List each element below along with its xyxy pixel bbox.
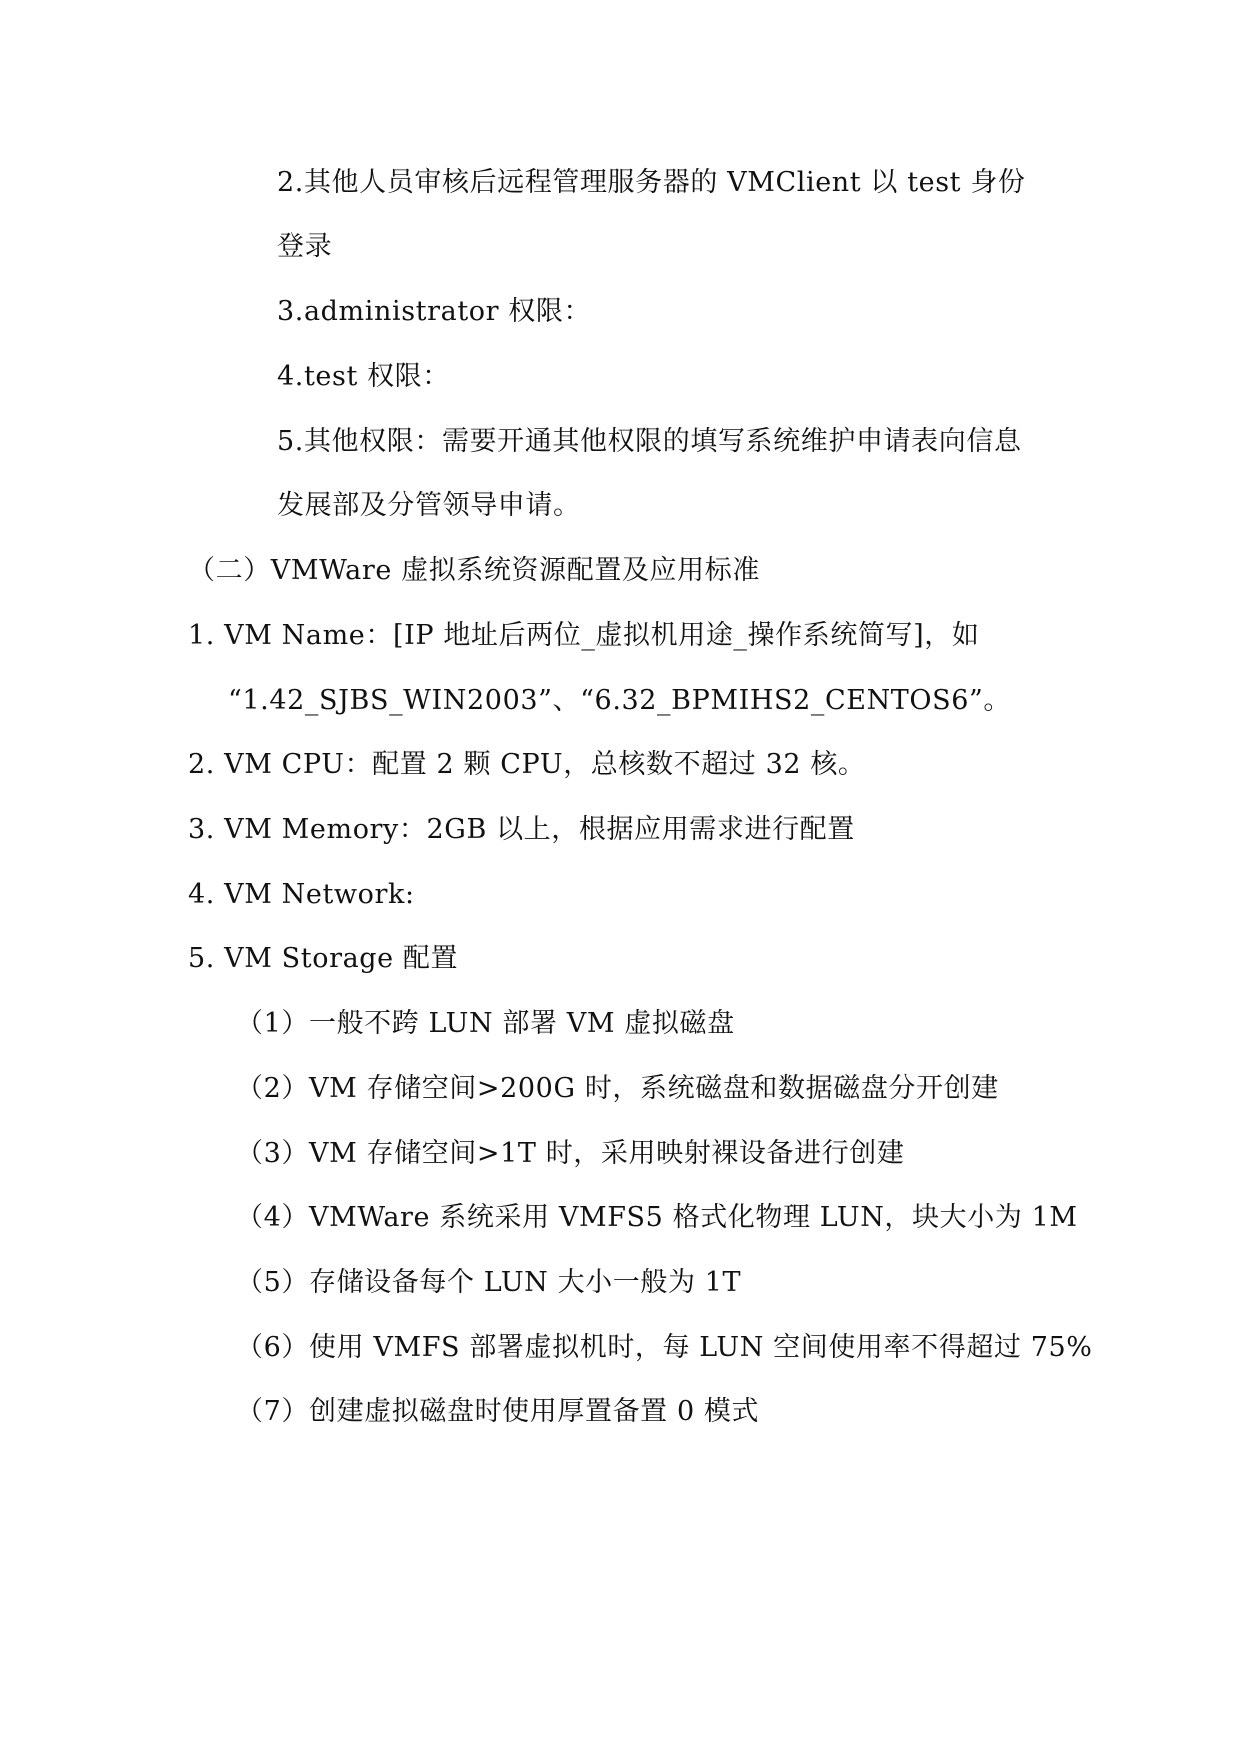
- text-line-4: 4.test 权限：: [277, 361, 450, 392]
- storage-rule-6: （6）使用 VMFS 部署虚拟机时，每 LUN 空间使用率不得超过 75%: [236, 1332, 1093, 1363]
- storage-rule-3: （3）VM 存储空间>1T 时，采用映射裸设备进行创建: [236, 1138, 905, 1169]
- storage-rule-7: （7）创建虚拟磁盘时使用厚置备置 0 模式: [236, 1396, 760, 1427]
- storage-rule-4: （4）VMWare 系统采用 VMFS5 格式化物理 LUN，块大小为 1M: [236, 1202, 1078, 1233]
- text-line-vm-name-example: “1.42_SJBS_WIN2003”、“6.32_BPMIHS2_CENTOS6”。: [228, 685, 1012, 716]
- storage-rule-1: （1）一般不跨 LUN 部署 VM 虚拟磁盘: [236, 1008, 735, 1039]
- text-line-6: 发展部及分管领导申请。: [277, 490, 581, 521]
- text-line-3: 3.administrator 权限：: [277, 296, 592, 327]
- text-line-vm-name: 1. VM Name：[IP 地址后两位_虚拟机用途_操作系统简写]，如: [188, 620, 980, 651]
- text-line-vm-memory: 3. VM Memory：2GB 以上，根据应用需求进行配置: [188, 814, 855, 845]
- storage-rule-5: （5）存储设备每个 LUN 大小一般为 1T: [236, 1267, 742, 1298]
- section-heading: （二）VMWare 虚拟系统资源配置及应用标准: [188, 555, 760, 586]
- text-line-1: 2.其他人员审核后远程管理服务器的 VMClient 以 test 身份: [277, 167, 1026, 198]
- text-line-2: 登录: [277, 231, 333, 262]
- text-line-vm-cpu: 2. VM CPU：配置 2 颗 CPU，总核数不超过 32 核。: [188, 749, 866, 780]
- text-line-vm-storage: 5. VM Storage 配置: [188, 943, 459, 974]
- text-line-vm-network: 4. VM Network:: [188, 879, 415, 910]
- text-line-5: 5.其他权限：需要开通其他权限的填写系统维护申请表向信息: [277, 426, 1022, 457]
- storage-rule-2: （2）VM 存储空间>200G 时，系统磁盘和数据磁盘分开创建: [236, 1073, 999, 1104]
